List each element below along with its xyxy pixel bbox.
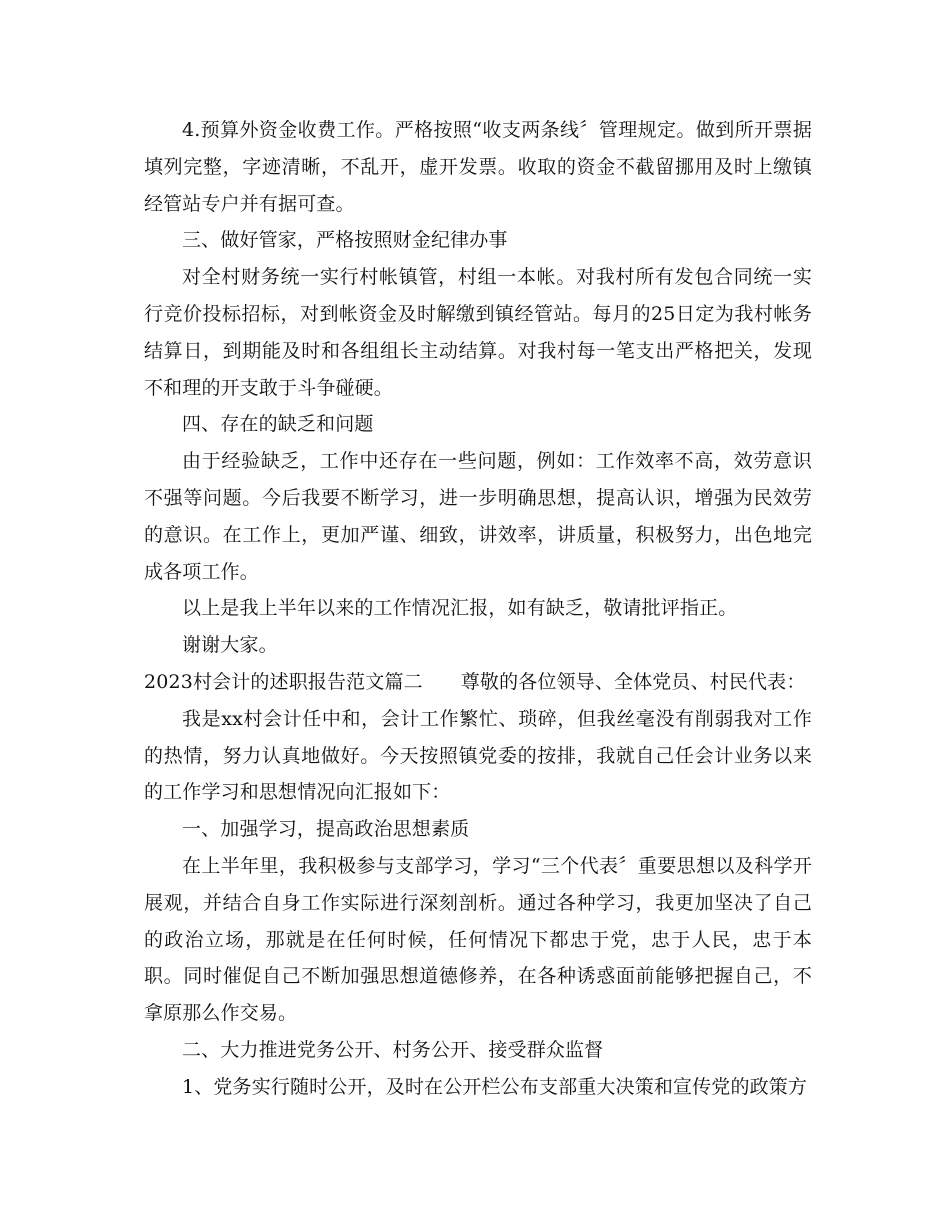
section-heading-2: 二、大力推进党务公开、村务公开、接受群众监督 [182, 1038, 604, 1061]
document-body [144, 112, 812, 1106]
paragraph-study: 在上半年里，我积极参与支部学习，学习“三个代表〞重要思想以及科学开展观，并结合自身工作实际进行深刻剖析。通过各种学习，我更加坚决了自己的政治立场，那就是在任何时候，任何情况下都忠于党，忠于人民，忠于本职。同时催促自己不断加强思想道德修养，在各种诱惑面前能够把握自己，不拿原那么作交易。 [144, 854, 812, 1025]
second-report-title-line [144, 664, 812, 701]
paragraph-problems: 由于经验缺乏，工作中还存在一些问题，例如：工作效率不高，效劳意识不强等问题。今后我要不断学习，进一步明确思想，提高认识，增强为民效劳的意识。在工作上，更加严谨、细致，讲效率，讲质量，积极努力，出色地完成各项工作。 [144, 450, 812, 583]
paragraph-closing: 以上是我上半年以来的工作情况汇报，如有缺乏，敬请批评指正。 [182, 597, 738, 620]
section-heading-3: 三、做好管家，严格按照财金纪律办事 [182, 229, 508, 252]
section-heading-4: 四、存在的缺乏和问题 [182, 413, 374, 436]
salutation: 尊敬的各位领导、全体党员、村民代表： [460, 670, 806, 693]
paragraph-party-affairs: 1、党务实行随时公开，及时在公开栏公布支部重大决策和宣传党的政策方 [182, 1075, 808, 1098]
paragraph-thanks: 谢谢大家。 [182, 634, 278, 657]
paragraph-intro: 我是xx村会计任中和，会计工作繁忙、琐碎，但我丝毫没有削弱我对工作的热情，努力认真地做好。今天按照镇党委的按排，我就自己任会计业务以来的工作学习和思想情况向汇报如下： [144, 707, 812, 804]
second-report-title: 2023村会计的述职报告范文篇二 [144, 670, 423, 693]
section-heading-1: 一、加强学习，提高政治思想素质 [182, 818, 470, 841]
paragraph-budget-fees: 4.预算外资金收费工作。严格按照“收支两条线〞管理规定。做到所开票据填列完整，字迹清晰，不乱开，虚开发票。收取的资金不截留挪用及时上缴镇经管站专户并有据可查。 [144, 119, 812, 215]
paragraph-finance-management: 对全村财务统一实行村帐镇管，村组一本帐。对我村所有发包合同统一实行竞价投标招标，对到帐资金及时解缴到镇经管站。每月的25日定为我村帐务结算日，到期能及时和各组组长主动结算。对我村每一笔支出严格把关，发现不和理的开支敢于斗争碰硬。 [144, 266, 812, 399]
